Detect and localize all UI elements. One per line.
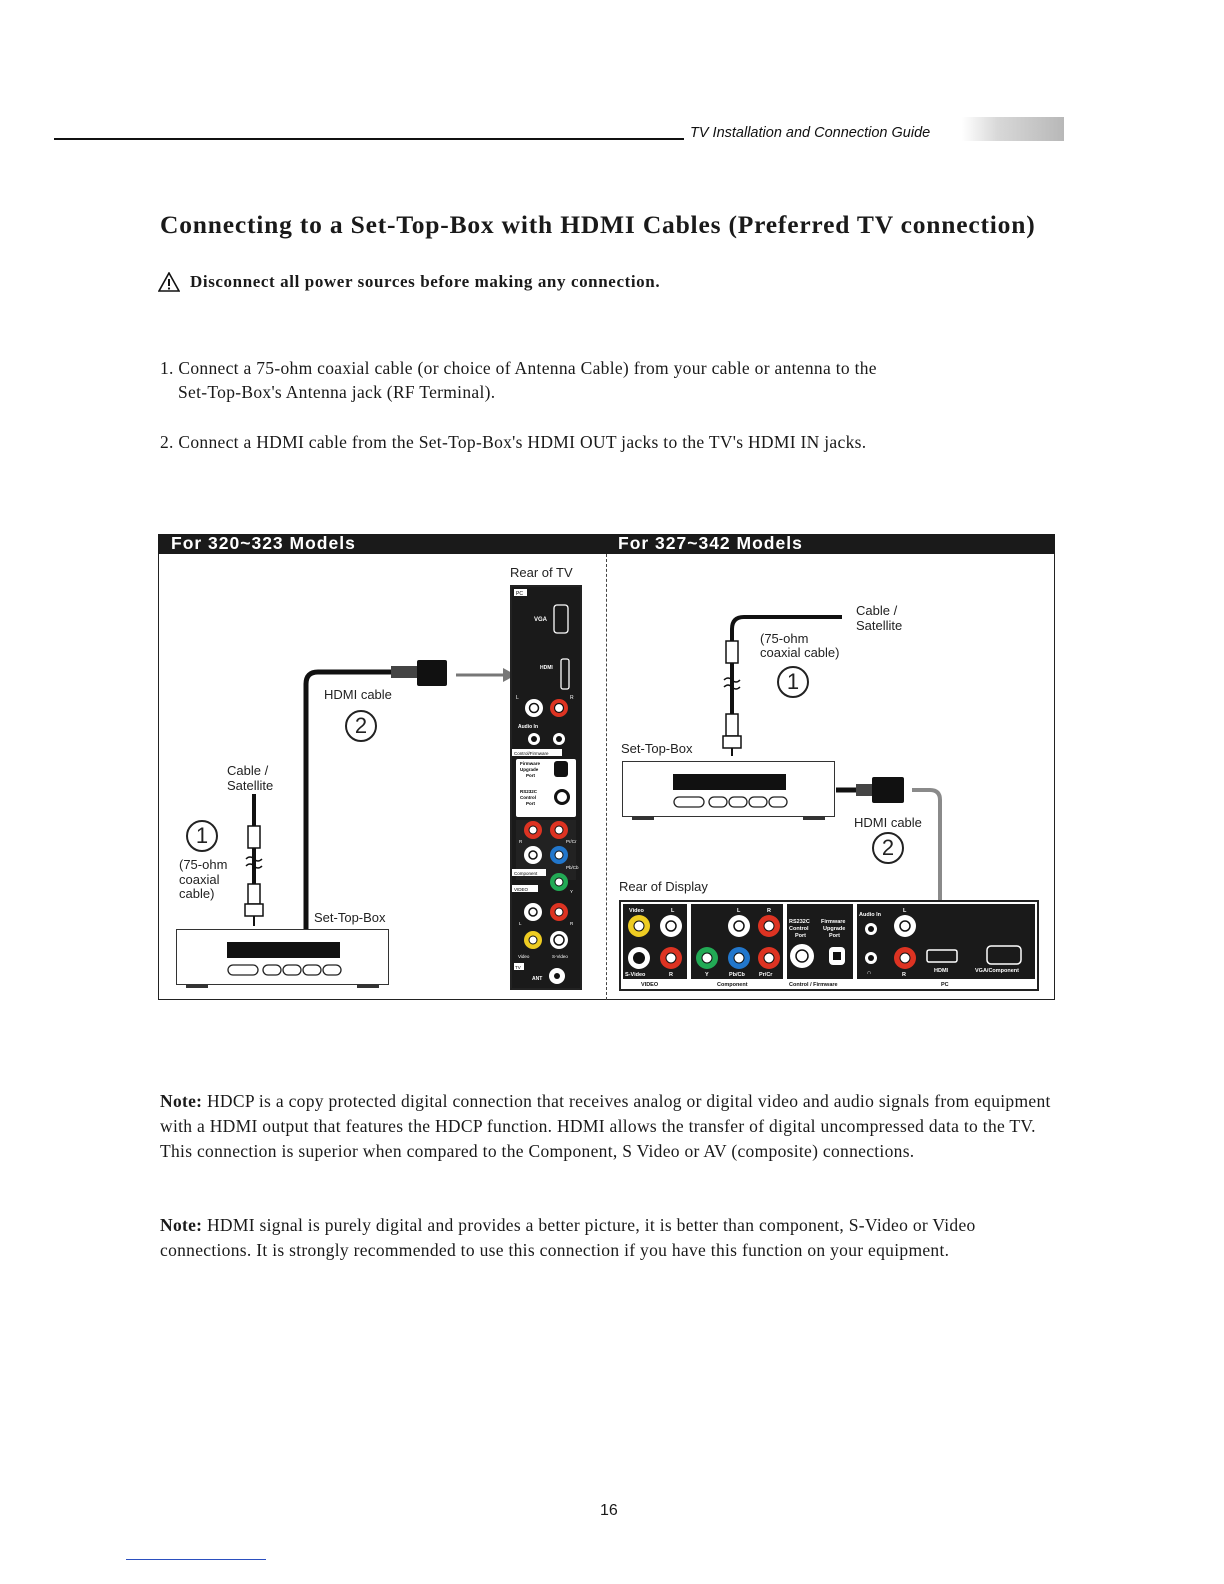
left-step-2-marker: 2	[345, 710, 377, 742]
note-text: HDMI signal is purely digital and provides a better picture, it is better than component, S-Video or Video connections. It is strongly recommended to use this connection if you have this function on your equipment.	[160, 1215, 976, 1260]
right-set-top-box-label: Set-Top-Box	[621, 741, 693, 756]
svg-text:R: R	[570, 921, 574, 926]
svg-text:Pb/Cb: Pb/Cb	[729, 972, 745, 978]
display-rear-panel	[619, 900, 1039, 991]
svg-text:Upgrade: Upgrade	[520, 767, 539, 772]
svg-text:Y: Y	[570, 889, 574, 894]
svg-text:TV: TV	[515, 965, 521, 970]
svg-text:HDMI: HDMI	[934, 968, 949, 974]
right-coax-line-2: coaxial cable)	[760, 645, 840, 660]
right-stb-foot	[803, 817, 825, 820]
svg-text:Video: Video	[518, 954, 530, 959]
right-step-1-marker: 1	[777, 666, 809, 698]
right-models-heading: For 327~342 Models	[618, 533, 803, 553]
right-stb-foot	[632, 817, 654, 820]
svg-text:PC: PC	[941, 982, 949, 988]
note-hdmi-signal	[160, 1213, 1060, 1263]
warning-icon	[158, 272, 180, 292]
right-cable-satellite-line-1: Cable /	[856, 603, 898, 618]
rear-of-display-label: Rear of Display	[619, 879, 708, 894]
svg-text:VGA/Component: VGA/Component	[975, 968, 1019, 974]
svg-text:RS232C: RS232C	[520, 789, 538, 794]
left-cable-satellite-line-1: Cable /	[227, 763, 269, 778]
left-coax-line-2: coaxial	[179, 872, 220, 887]
svg-text:R: R	[519, 839, 523, 844]
panel-pc-text: PC	[516, 591, 523, 597]
svg-text:Audio In: Audio In	[518, 724, 538, 730]
svg-text:Port: Port	[526, 773, 535, 778]
svg-text:VGA: VGA	[534, 617, 548, 623]
warning-line	[158, 272, 660, 292]
left-set-top-box-label: Set-Top-Box	[314, 910, 386, 925]
svg-text:Control/Firmware: Control/Firmware	[514, 751, 549, 756]
note-text: HDCP is a copy protected digital connection that receives analog or digital video and audio signals from equipment with a HDMI output that features the HDCP function. HDMI allows the transfer of digital uncompressed data to the TV. This connection is superior when compared to the Component, S Video or AV (composite) connections.	[160, 1091, 1051, 1161]
svg-text:Pr/Cr: Pr/Cr	[566, 839, 577, 844]
warning-text: Disconnect all power sources before making any connection.	[190, 272, 661, 291]
svg-text:Port: Port	[795, 933, 806, 939]
svg-text:Control / Firmware: Control / Firmware	[789, 982, 838, 988]
left-set-top-box	[176, 929, 389, 985]
step-1-line-2: Set-Top-Box's Antenna jack (RF Terminal).	[178, 382, 496, 402]
svg-text:HDMI: HDMI	[540, 665, 553, 671]
svg-text:Upgrade: Upgrade	[823, 926, 846, 932]
left-cable-satellite-line-2: Satellite	[227, 778, 274, 793]
svg-text:S-Video: S-Video	[625, 972, 646, 978]
step-2-line-1: 2. Connect a HDMI cable from the Set-Top-Box's HDMI OUT jacks to the TV's HDMI IN jacks.	[160, 432, 867, 452]
svg-text:R: R	[570, 695, 574, 701]
svg-text:L: L	[519, 921, 522, 926]
svg-text:L: L	[516, 695, 519, 701]
svg-text:VIDEO: VIDEO	[514, 887, 529, 892]
note-label: Note:	[160, 1091, 203, 1111]
footer-link-line	[126, 1559, 266, 1560]
left-hdmi-cable-label: HDMI cable	[324, 687, 392, 702]
svg-text:Audio In: Audio In	[859, 912, 881, 918]
svg-text:L: L	[671, 908, 675, 914]
left-step-1-marker: 1	[186, 820, 218, 852]
svg-text:Control: Control	[520, 795, 536, 800]
svg-text:R: R	[902, 972, 906, 978]
left-stb-foot	[186, 985, 208, 988]
page-title: Connecting to a Set-Top-Box with HDMI Cables (Preferred TV connection)	[160, 210, 1036, 239]
header-tab	[962, 117, 1064, 141]
svg-text:S-Video: S-Video	[552, 954, 568, 959]
svg-text:R: R	[767, 908, 771, 914]
svg-text:Control: Control	[789, 926, 809, 932]
page-number: 16	[600, 1502, 618, 1519]
right-cable-satellite-line-2: Satellite	[856, 618, 903, 633]
rear-of-tv-label: Rear of TV	[510, 565, 573, 580]
svg-text:VIDEO: VIDEO	[641, 982, 659, 988]
svg-text:Component: Component	[514, 871, 538, 876]
tv-rear-panel	[510, 585, 582, 990]
svg-text:Component: Component	[717, 982, 748, 988]
svg-text:L: L	[737, 908, 741, 914]
svg-text:Port: Port	[829, 933, 840, 939]
svg-text:L: L	[903, 908, 907, 914]
right-hdmi-cable-label: HDMI cable	[854, 815, 922, 830]
right-step-2-marker: 2	[872, 832, 904, 864]
step-1-line-1: 1. Connect a 75-ohm coaxial cable (or choice of Antenna Cable) from your cable or antenna to the	[160, 358, 877, 378]
svg-text:Firmware: Firmware	[520, 761, 541, 766]
svg-text:Firmware: Firmware	[821, 919, 846, 925]
note-label: Note:	[160, 1215, 203, 1235]
running-title: TV Installation and Connection Guide	[690, 125, 931, 141]
svg-text:Port: Port	[526, 801, 535, 806]
svg-text:Video: Video	[629, 908, 644, 914]
note-hdcp	[160, 1089, 1060, 1163]
svg-text:Pr/Cr: Pr/Cr	[759, 972, 773, 978]
header-rule	[54, 138, 684, 140]
left-coax-line-3: cable)	[179, 886, 215, 901]
right-coax-line-1: (75-ohm	[760, 631, 809, 646]
right-set-top-box	[622, 761, 835, 817]
svg-text:R: R	[669, 972, 673, 978]
left-stb-foot	[357, 985, 379, 988]
svg-text:ANT: ANT	[532, 976, 543, 982]
left-coax-line-1: (75-ohm	[179, 857, 228, 872]
svg-text:RS232C: RS232C	[789, 919, 810, 925]
left-models-heading: For 320~323 Models	[171, 533, 356, 553]
svg-text:Y: Y	[705, 972, 709, 978]
svg-text:∩: ∩	[867, 970, 872, 976]
svg-text:Pb/Cb: Pb/Cb	[566, 865, 579, 870]
